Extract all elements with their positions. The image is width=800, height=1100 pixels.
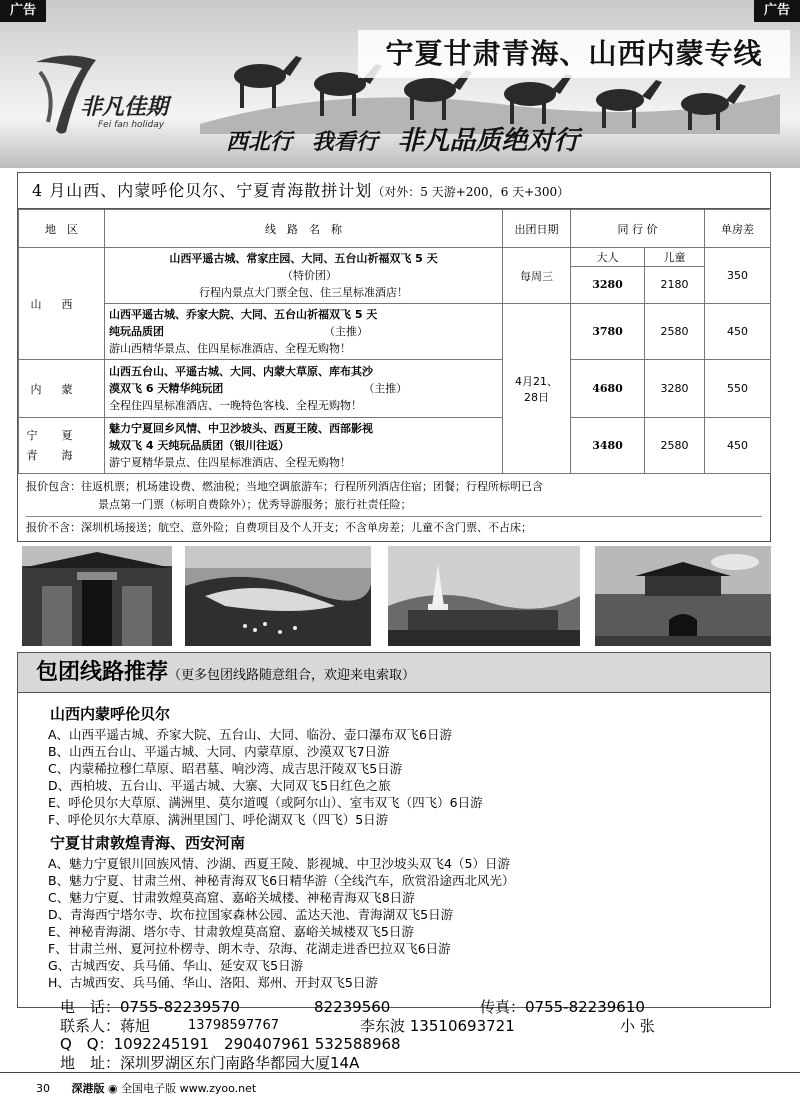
- single-supplement: 550: [705, 360, 771, 418]
- single-supplement: 450: [705, 304, 771, 360]
- photo-grassland-river: [185, 546, 371, 646]
- list-item: A、魅力宁夏银川回族风情、沙湖、西夏王陵、影视城、中卫沙坡头双飞4（5）日游: [48, 856, 510, 871]
- list-item: B、魅力宁夏、甘肃兰州、神秘青海双飞6日精华游（全线汽车，欣赏沿途西北风光）: [48, 873, 515, 888]
- date-specific: [503, 304, 571, 474]
- globe-icon: ◉: [108, 1082, 118, 1095]
- date-specific-1: 4月21、: [515, 374, 558, 388]
- route-cell: [105, 304, 503, 360]
- table-row: [19, 360, 771, 418]
- address: 地 址：深圳罗湖区东门南路华都园大厦14A: [60, 1053, 360, 1072]
- list-item: E、神秘青海湖、塔尔寺、甘肃敦煌莫高窟、嘉峪关城楼双飞5日游: [48, 924, 414, 939]
- contact-person-2: 李东波 13510693721: [360, 1016, 515, 1035]
- logo-name: 非凡佳期: [80, 95, 169, 120]
- child-price: 3280: [645, 360, 705, 418]
- list-item: D、青海西宁塔尔寺、坎布拉国家森林公园、孟达天池、青海湖双飞5日游: [48, 907, 454, 922]
- route-tag: （主推）: [324, 325, 368, 338]
- package-header: [18, 653, 770, 693]
- photo-ancient-gate: [22, 546, 172, 646]
- list-item: D、西柏坡、五台山、平遥古城、大寨、大同双飞5日红色之旅: [48, 778, 391, 793]
- contact-row-phone: [60, 998, 780, 1017]
- photo-white-pagoda-temple: [388, 546, 580, 646]
- region-ningxia-1: 宁夏: [26, 428, 97, 442]
- plan-title-text: 4 月山西、内蒙呼伦贝尔、宁夏青海散拼计划: [32, 181, 373, 200]
- contact-row-person: [60, 1017, 780, 1036]
- date-specific-2: 28日: [524, 390, 549, 404]
- adult-price: 3480: [571, 418, 645, 474]
- subheader-child: 儿童: [645, 248, 705, 267]
- footer: [36, 1080, 256, 1096]
- slogan-part-1: 西北行: [226, 129, 293, 155]
- single-supplement: 350: [705, 248, 771, 304]
- plan-title-note: （对外：5 天游+200，6 天+300）: [372, 185, 570, 199]
- region-ningxia: [19, 418, 105, 474]
- list-item: C、魅力宁夏、甘肃敦煌莫高窟、嘉峪关城楼、神秘青海双飞8日游: [48, 890, 415, 905]
- route-tag: （主推）: [363, 382, 408, 395]
- header-date: 出团日期: [503, 210, 571, 248]
- price-notes: [18, 474, 770, 541]
- contact-row-qq: [60, 1035, 780, 1054]
- slogan: [226, 120, 591, 157]
- route-desc: 游山西精华景点、住四星标准酒店、全程无购物！: [109, 342, 351, 355]
- route-name: 山西平遥古城、常家庄园、大同、五台山祈福双飞 5 天: [169, 252, 438, 265]
- plan-title: [18, 173, 770, 209]
- slogan-part-3: 非凡品质绝对行: [397, 126, 580, 156]
- adult-price: 3780: [571, 304, 645, 360]
- package-tours-section: [17, 652, 771, 1008]
- header-single: 单房差: [705, 210, 771, 248]
- ad-label-left: 广告: [0, 0, 46, 22]
- tour-plan-table: [17, 172, 771, 542]
- region-ningxia-2: 青海: [26, 448, 97, 462]
- route-name: 山西五台山、平遥古城、大同、内蒙大草原、库布其沙: [109, 365, 373, 378]
- phone-2: 82239560: [314, 998, 391, 1016]
- table-header-row: [19, 210, 771, 248]
- route-cell: [105, 418, 503, 474]
- group-title-2: 宁夏甘肃敦煌青海、西安河南: [50, 834, 246, 852]
- route-desc: 全程住四星标准酒店、一晚特色客栈、全程无购物！: [109, 399, 362, 412]
- route-name-2: 漠双飞 6 天精华纯玩团: [109, 382, 224, 395]
- child-price: 2180: [645, 266, 705, 303]
- route-name: 山西平遥古城、乔家大院、大同、五台山祈福双飞 5 天: [109, 308, 378, 321]
- adult-price: 3280: [571, 266, 645, 303]
- list-item: A、山西平遥古城、乔家大院、五台山、大同、临汾、壶口瀑布双飞6日游: [48, 727, 453, 742]
- contact-row-address: [60, 1054, 780, 1073]
- website: 全国电子版 www.zyoo.net: [121, 1082, 257, 1095]
- contact-mobile: 13798597767: [188, 1017, 279, 1033]
- group-title-1: 山西内蒙呼伦贝尔: [50, 705, 171, 723]
- header-region: 地 区: [19, 210, 105, 248]
- table-row: [19, 248, 771, 267]
- banner: [0, 0, 800, 168]
- child-price: 2580: [645, 418, 705, 474]
- page-number: 30: [36, 1082, 50, 1095]
- single-supplement: 450: [705, 418, 771, 474]
- ad-label-right: 广告: [754, 0, 800, 22]
- includes-line-1: 报价包含：往返机票；机场建设费、燃油税；当地空调旅游车；行程所列酒店住宿；团餐；行程所标明已含: [26, 480, 543, 493]
- route-name: 魅力宁夏回乡风情、中卫沙坡头、西夏王陵、西部影视: [109, 422, 373, 435]
- list-item: E、呼伦贝尔大草原、满洲里、莫尔道嘎（或阿尔山）、室韦双飞（四飞）6日游: [48, 795, 483, 810]
- qq-numbers: Q Q：1092245191 290407961 532588968: [60, 1035, 401, 1053]
- header-route: 线 路 名 称: [105, 210, 503, 248]
- table-row: [19, 304, 771, 360]
- phone: 电 话：0755-82239570: [60, 998, 240, 1016]
- package-title: 包团线路推荐: [36, 660, 169, 685]
- list-item: G、古城西安、兵马俑、华山、延安双飞5日游: [48, 958, 304, 973]
- region-neimeng: 内蒙: [19, 360, 105, 418]
- logo-subtitle: Fei fan holiday: [98, 120, 165, 130]
- list-item: H、古城西安、兵马俑、华山、洛阳、郑州、开封双飞5日游: [48, 975, 378, 990]
- subheader-adult: 大人: [571, 248, 645, 267]
- route-cell: [105, 360, 503, 418]
- header-price: 同 行 价: [571, 210, 705, 248]
- fax: 传真：0755-82239610: [480, 998, 645, 1016]
- child-price: 2580: [645, 304, 705, 360]
- date-weekly: 每周三: [503, 248, 571, 304]
- list-item: B、山西五台山、平遥古城、大同、内蒙草原、沙漠双飞7日游: [48, 744, 390, 759]
- route-name-2: 纯玩品质团: [109, 325, 164, 338]
- route-desc: 行程内景点大门票全包、住三星标准酒店！: [199, 286, 408, 299]
- package-list: [18, 693, 770, 991]
- package-subtitle: （更多包团线路随意组合，欢迎来电索取）: [168, 668, 416, 683]
- adult-price: 4680: [571, 360, 645, 418]
- route-tag: （特价团）: [282, 269, 337, 282]
- edition: 深港版: [71, 1082, 105, 1095]
- slogan-part-2: 我看行: [311, 129, 378, 155]
- excludes-line: 报价不含：深圳机场接送；航空、意外险；自费项目及个人开支；不含单房差；儿童不含门票、不占床；: [26, 516, 762, 537]
- routes-table: [18, 209, 771, 474]
- contact-info: [60, 998, 780, 1072]
- contact-person: 联系人：蒋旭: [60, 1016, 151, 1035]
- route-desc: 游宁夏精华景点、住四星标准酒店、全程无购物！: [109, 456, 351, 469]
- route-name-2: 城双飞 4 天纯玩品质团（银川往返）: [109, 439, 290, 452]
- list-item: C、内蒙稀拉穆仁草原、昭君墓、响沙湾、成吉思汗陵双飞5日游: [48, 761, 403, 776]
- route-cell: [105, 248, 503, 304]
- includes-line-2: 景点第一门票（标明自费除外）；优秀导游服务；旅行社责任险；: [98, 498, 412, 511]
- region-shanxi: 山西: [19, 248, 105, 360]
- table-row: [19, 418, 771, 474]
- contact-person-3: 小 张: [620, 1016, 655, 1035]
- list-item: F、呼伦贝尔大草原、满洲里国门、呼伦湖双飞（四飞）5日游: [48, 812, 389, 827]
- list-item: F、甘肃兰州、夏河拉朴楞寺、朗木寺、尕海、花湖走进香巴拉双飞6日游: [48, 941, 451, 956]
- photo-city-gate-tower: [595, 546, 771, 646]
- banner-title: 宁夏甘肃青海、山西内蒙专线: [358, 30, 790, 78]
- footer-divider: [0, 1072, 800, 1073]
